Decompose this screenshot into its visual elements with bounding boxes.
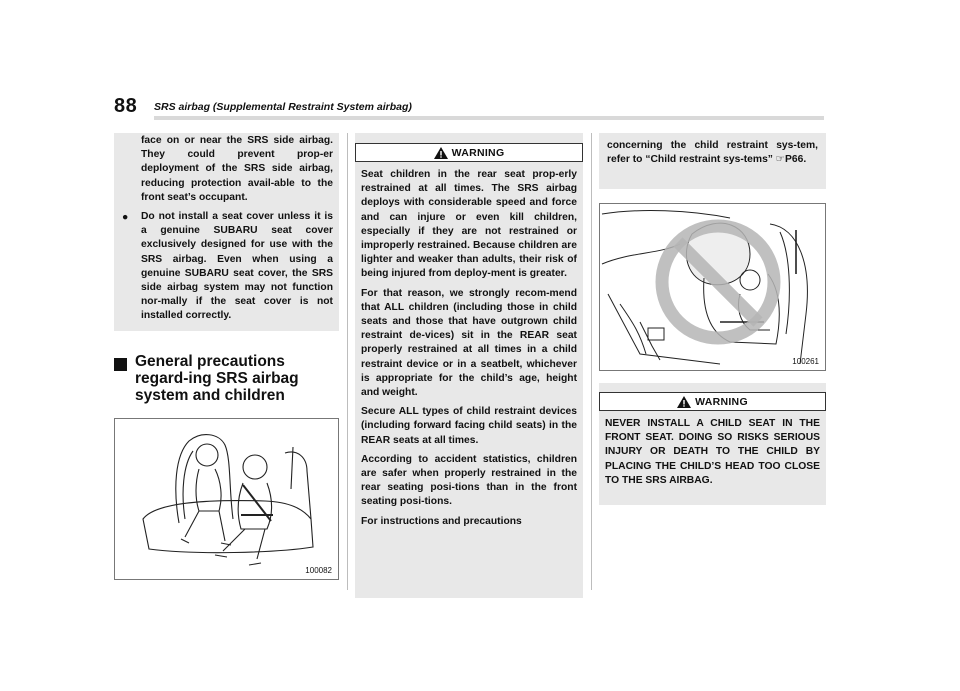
column-divider [347,133,348,590]
caution-bullet-text: Do not install a seat cover unless it is a genuine SUBARU seat cover exclusively designed for use with the SRS airbag. Even when using a genuine SUBARU seat cover, the SRS side airbag system may not function nor-mally if the seat cover is not installed correctly. [141,211,333,322]
caution-bullet-item [114,210,339,329]
warning-label: WARNING [451,146,505,159]
heading-square-icon [114,358,127,371]
child-seat-front-prohibited-figure [599,203,826,371]
warning-header [355,143,583,162]
warning-paragraph: Seat children in the rear seat prop-erly restrained at all times. The SRS airbag deploys with considerable speed and force and can injure or even kill children, especially if they are not restrained or improperly restrained. Because children are lighter and weaker than adults, their risk of being injured from deploy-ment is greater. [361,169,577,280]
children-in-rear-seat-figure [114,418,339,580]
figure-code: 100082 [305,565,332,575]
warning-triangle-icon [434,147,448,159]
section-heading [114,353,339,404]
column-middle [355,133,583,598]
figure-code: 100261 [792,357,819,366]
warning-box [599,383,826,505]
warning-text: NEVER INSTALL A CHILD SEAT IN THE FRONT SEAT. DOING SO RISKS SERIOUS INJURY OR DEATH TO THE CHILD BY PLACING THE CHILD’S HEAD TOO CLOSE TO THE SRS AIRBAG. [605,418,820,486]
child-seat-front-prohibited-illustration [600,204,825,370]
warning-paragraph: According to accident statistics, children are safer when properly restrained in the rear seating posi-tions than in the front seating posi-tions. [361,453,577,508]
bullet-mark: ● [122,211,129,224]
header-rule [154,116,824,120]
column-left [114,133,339,580]
warning-box [355,133,583,598]
warning-paragraph: Secure ALL types of child restraint devices (including forward facing child seats) in the REAR seats at all times. [361,406,577,446]
page-header [114,95,824,125]
children-in-rear-seat-illustration [115,419,338,579]
page-number: 88 [114,95,138,117]
column-right [599,133,826,505]
warning-continued-text: concerning the child restraint sys-tem, refer to “Child restraint sys-tems” ☞P66. [607,140,818,166]
warning-header [599,392,826,411]
warning-paragraph: For that reason, we strongly recom-mend that ALL children (including those in child seats and those that have outgrown child restraint de-vices) sit in the REAR seat properly restrained at all times in a child restraint device or in a seatbelt, whichever is appropriate for the child’s age, height and weight. [361,287,577,399]
warning-paragraph: For instructions and precautions [361,515,522,527]
section-heading-text: General precautions regard-ing SRS airbag system and children [135,352,299,404]
warning-label: WARNING [695,395,748,408]
column-divider [591,133,592,590]
warning-continued-box [599,133,826,189]
warning-triangle-icon [677,396,691,408]
section-title: SRS airbag (Supplemental Restraint System airbag) [154,101,412,113]
caution-continued-text: face on or near the SRS side airbag. They could prevent prop-er deployment of the SRS side airbag, reducing protection avail-able to the front seat’s occupant. [141,135,333,203]
caution-continued-box [114,133,339,331]
